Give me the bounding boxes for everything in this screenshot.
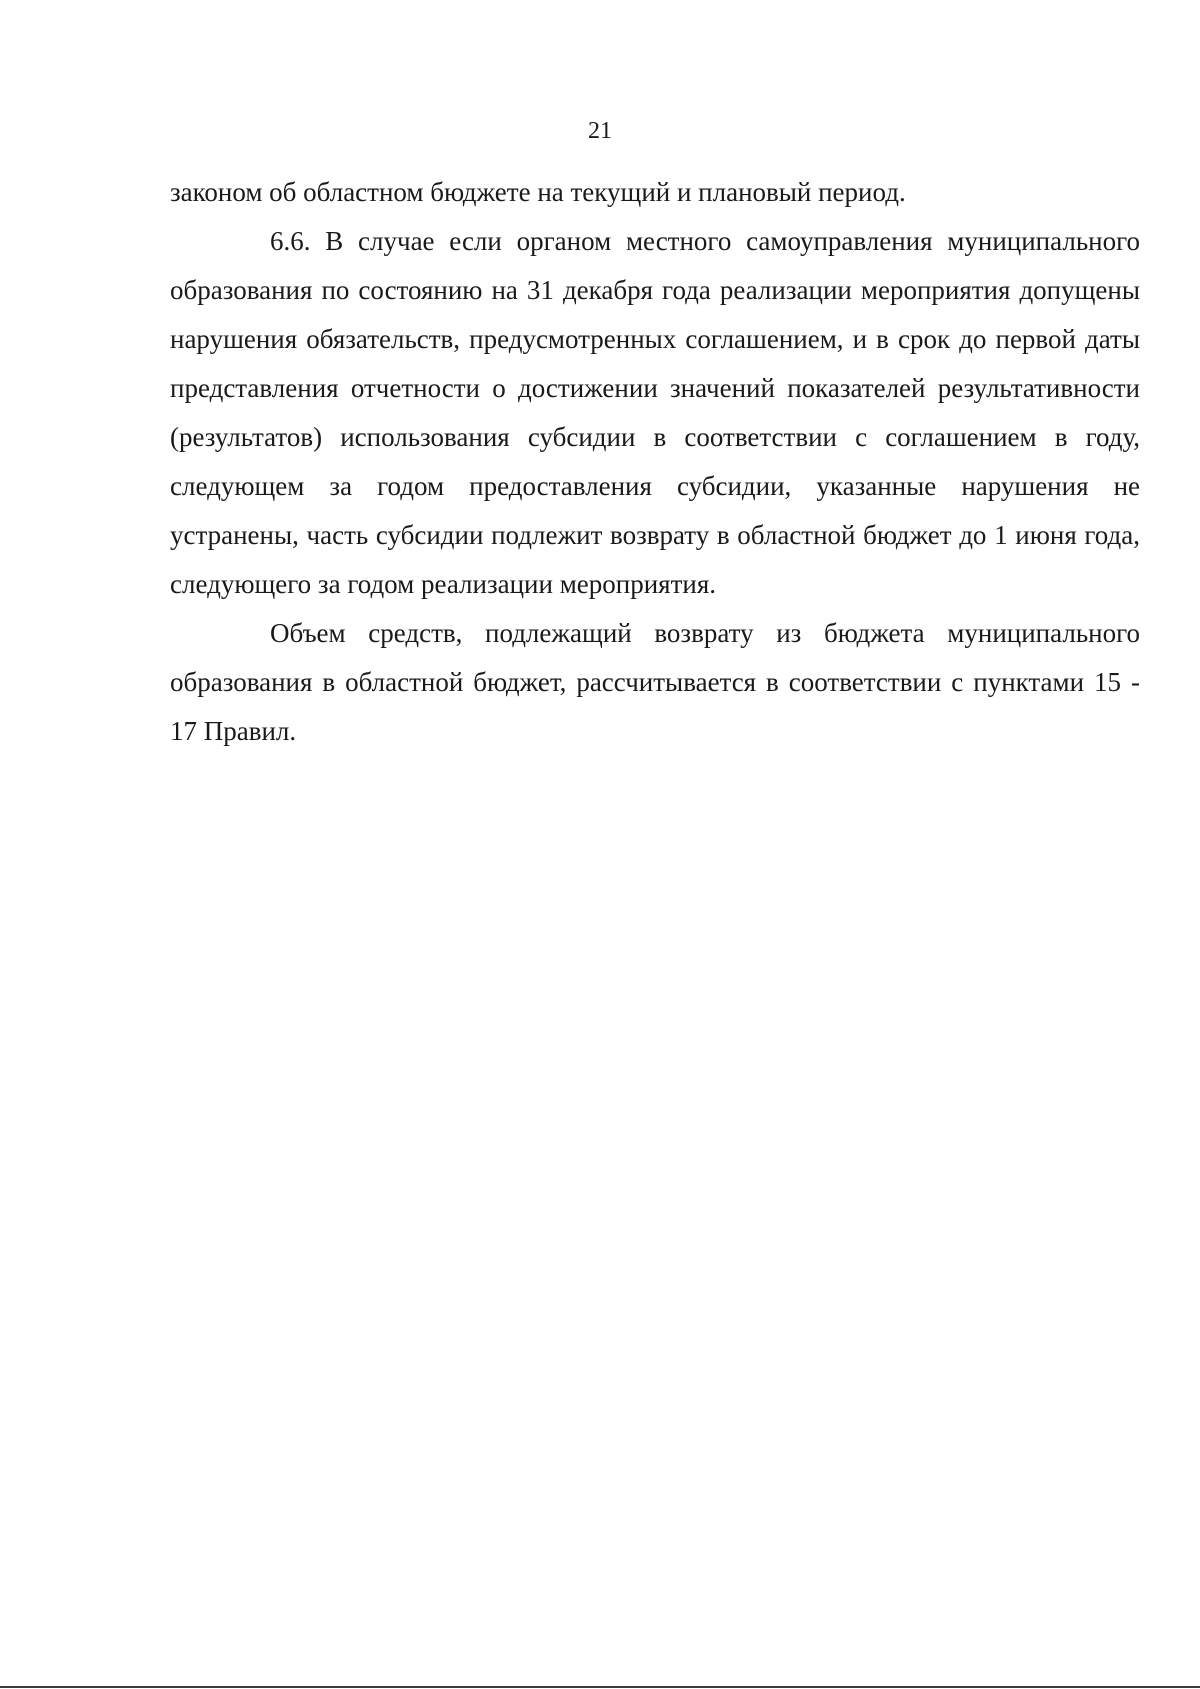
paragraph-refund-volume: Объем средств, подлежащий возврату из бюджета муниципального образования в областной бюджет, рассчитывается в соответствии с пунктами 15 - 17 Правил. (170, 618, 1140, 746)
page-bottom-edge (0, 1686, 1200, 1688)
paragraph-continuation: законом об областном бюджете на текущий и плановый период. (170, 177, 906, 207)
page-number: 21 (588, 118, 612, 144)
paragraph-6-6: 6.6. В случае если органом местного самоуправления муниципального образования по состоянию на 31 декабря года реализации мероприятия допущены нарушения обязательств, предусмотренных соглашением, и в срок до первой даты представления отчетности о достижении значений показателей результативности (результатов) использования субсидии в соответствии с соглашением в году, следующем за годом предоставления субсидии, указанные нарушения не устранены, часть субсидии подлежит возврату в областной бюджет до 1 июня года, следующего за годом реализации мероприятия. (170, 226, 1140, 599)
document-body (170, 168, 1140, 756)
